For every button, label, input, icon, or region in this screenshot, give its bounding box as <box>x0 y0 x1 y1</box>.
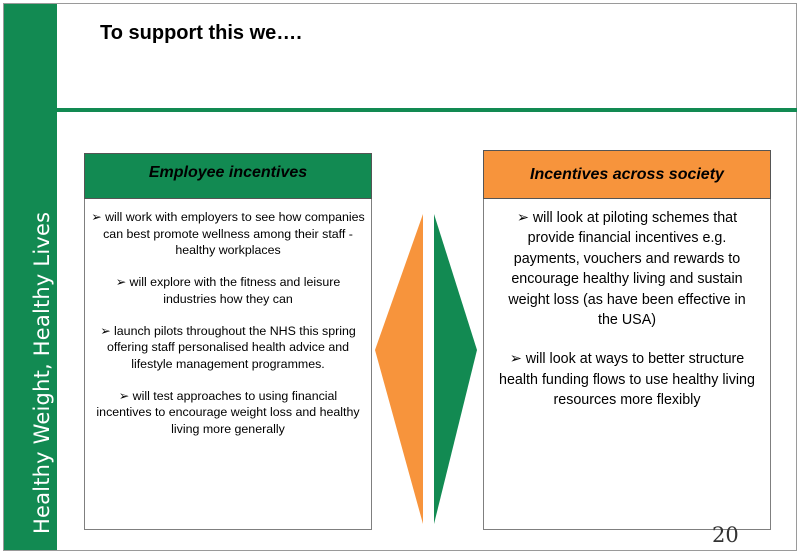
header-divider <box>57 108 797 112</box>
page-title: To support this we…. <box>100 22 302 44</box>
society-incentives-heading: Incentives across society <box>483 150 771 199</box>
employee-incentives-list <box>85 209 371 453</box>
page-number: 20 <box>712 523 739 547</box>
list-item: ➢ will look at piloting schemes that provide financial incentives e.g. payments, vouchers and rewards to encourage healthy living and sustain weight loss (as have been effective in the USA) <box>508 210 746 329</box>
employee-incentives-panel <box>84 153 372 530</box>
society-incentives-list <box>484 208 770 430</box>
society-incentives-panel <box>483 150 771 530</box>
employee-incentives-heading: Employee incentives <box>84 153 372 199</box>
list-item: ➢ launch pilots throughout the NHS this spring offering staff personalised health advice and lifestyle management programmes. <box>100 323 356 371</box>
list-item: ➢ will work with employers to see how companies can best promote wellness among their staff - healthy workplaces <box>91 210 365 257</box>
list-item: ➢ will look at ways to better structure health funding flows to use healthy living resources more flexibly <box>499 351 755 409</box>
green-triangle <box>434 214 477 524</box>
side-title: Healthy Weight, Healthy Lives <box>30 211 54 534</box>
exchange-diamond-graphic <box>372 210 482 530</box>
list-item: ➢ will explore with the fitness and leisure industries how they can <box>115 275 341 306</box>
list-item: ➢ will test approaches to using financial incentives to encourage weight loss and healthy living more generally <box>96 388 360 436</box>
orange-triangle <box>375 214 423 524</box>
